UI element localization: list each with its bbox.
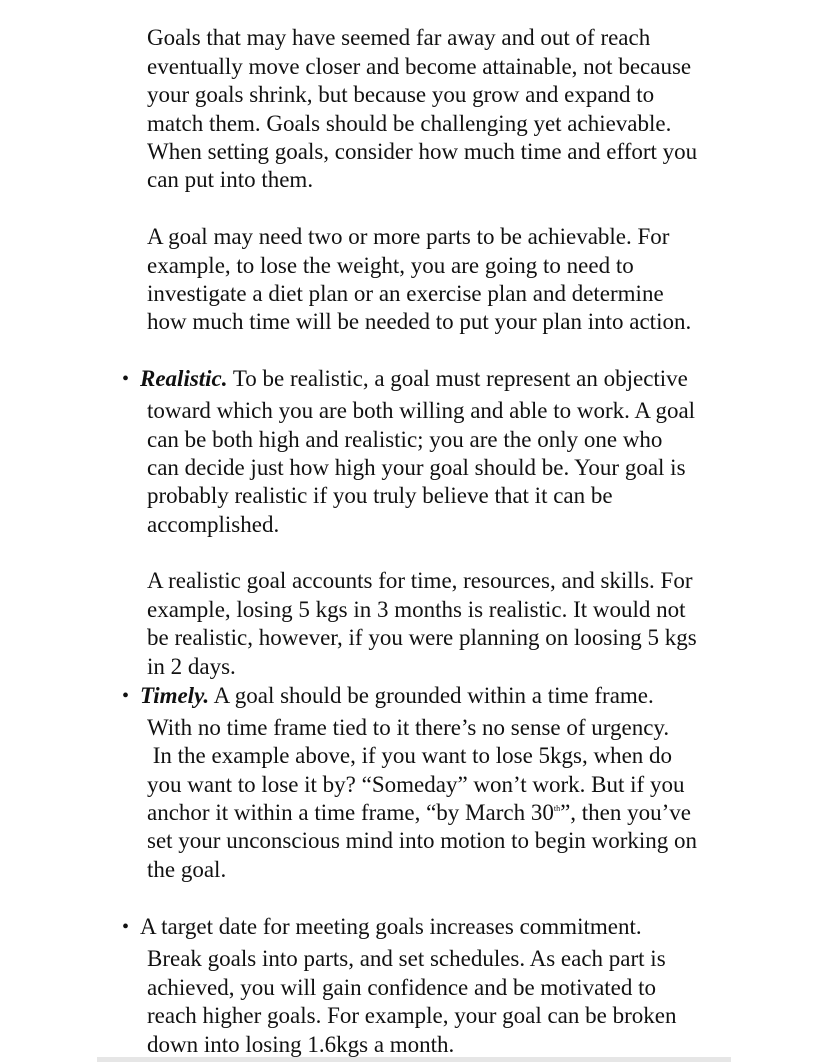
paragraph-line: probably realistic if you truly believe that it can be [147,483,613,508]
paragraph-line: Break goals into parts, and set schedules. As each part is [147,946,666,971]
paragraph-line: Goals that may have seemed far away and out of reach [147,25,651,50]
paragraph-line: accomplished. [147,512,280,537]
paragraph-line: in 2 days. [147,654,236,679]
page-bottom-edge [97,1057,731,1062]
paragraph-line: you want to lose it by? “Someday” won’t work. But if you [147,772,685,797]
timely-term: Timely. [140,683,210,708]
paragraph-line: With no time frame tied to it there’s no sense of urgency. [147,715,670,740]
timely-lead-line [140,682,654,710]
paragraph-line: example, to lose the weight, you are going to need to [147,253,634,278]
paragraph-line: be realistic, however, if you were planning on loosing 5 kgs [147,625,697,650]
paragraph-line: eventually move closer and become attainable, not because [147,54,692,79]
timely-lead-text: A goal should be grounded within a time frame. [209,683,654,708]
paragraph-line: example, losing 5 kgs in 3 months is realistic. It would not [147,597,686,622]
paragraph-line: set your unconscious mind into motion to begin working on [147,828,698,853]
realistic-term: Realistic. [140,366,228,391]
paragraph-line: When setting goals, consider how much time and effort you [147,139,698,164]
target-lead-line: A target date for meeting goals increases commitment. [140,914,642,939]
paragraph-line: how much time will be needed to put your plan into action. [147,309,692,334]
paragraph-line: the goal. [147,857,227,882]
paragraph-line: In the example above, if you want to lose 5kgs, when do [147,743,673,768]
paragraph-line: achieved, you will gain confidence and be motivated to [147,975,657,1000]
paragraph-line: A realistic goal accounts for time, resources, and skills. For [147,568,693,593]
ordinal-suffix: th [553,804,561,813]
paragraph-line: down into losing 1.6kgs a month. [147,1032,455,1057]
anchor-text-end: ”, then you’ve [560,800,692,825]
paragraph-line: investigate a diet plan or an exercise plan and determine [147,281,664,306]
bullet-marker: • [122,916,130,938]
realistic-lead-line [140,365,688,393]
bullet-marker: • [122,368,130,390]
paragraph-line: toward which you are both willing and able to work. A goal [147,398,696,423]
bullet-marker: • [122,685,130,707]
realistic-lead-text: To be realistic, a goal must represent an objective [227,366,688,391]
anchor-text: anchor it within a time frame, “by March 30 [147,800,554,825]
paragraph-line: A goal may need two or more parts to be achievable. For [147,224,670,249]
paragraph-line: can be both high and realistic; you are the only one who [147,427,663,452]
paragraph-line: match them. Goals should be challenging yet achievable. [147,111,672,136]
paragraph-line: can put into them. [147,167,314,192]
paragraph-line: your goals shrink, but because you grow and expand to [147,82,655,107]
paragraph-line: can decide just how high your goal should be. Your goal is [147,455,686,480]
paragraph-line [147,799,691,827]
paragraph-line: reach higher goals. For example, your goal can be broken [147,1003,677,1028]
